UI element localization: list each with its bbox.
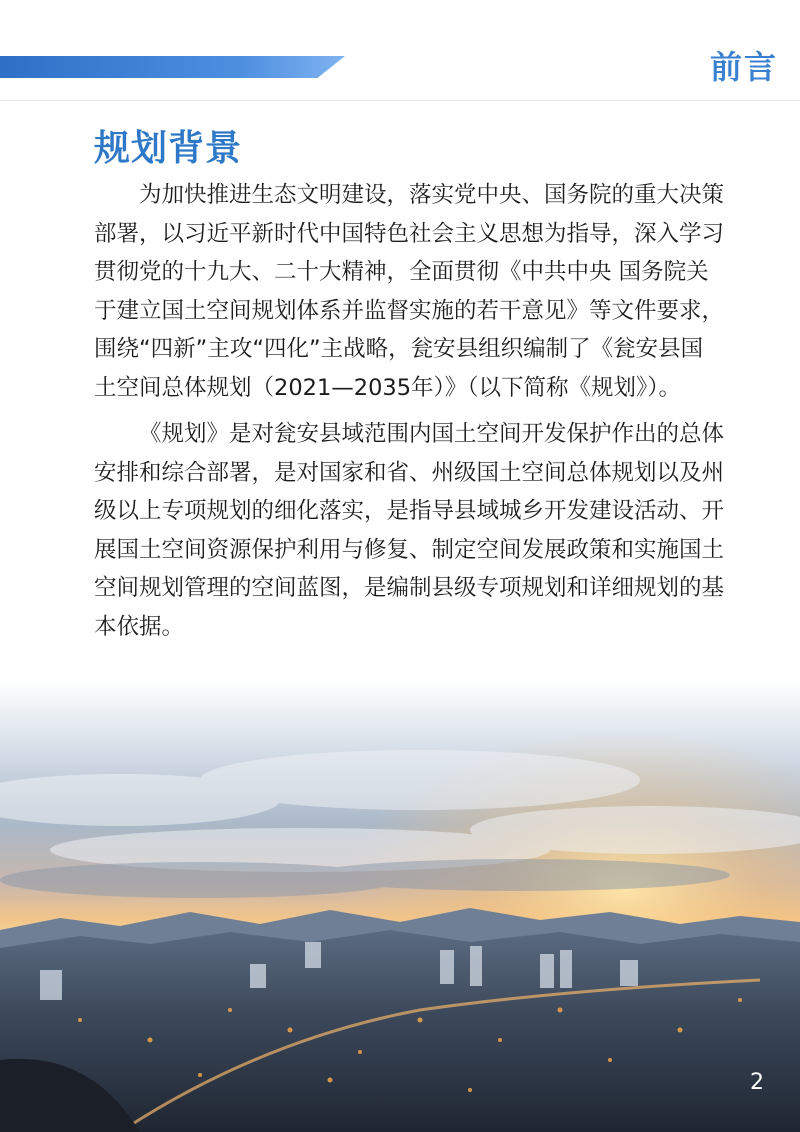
section-label: 前言 xyxy=(709,48,778,86)
body-text xyxy=(94,176,724,654)
page-number: 2 xyxy=(750,1070,764,1095)
paragraph-2: 《规划》是对瓮安县域范围内国土空间开发保护作出的总体安排和综合部署，是对国家和省、州级国土空间总体规划以及州级以上专项规划的细化落实，是指导县域城乡开发建设活动、开展国土空间资源保护利用与修复、制定空间发展政策和实施国土空间规划管理的空间蓝图，是编制县级专项规划和详细规划的基本依据。 xyxy=(94,421,725,640)
paragraph-1: 为加快推进生态文明建设，落实党中央、国务院的重大决策部署，以习近平新时代中国特色社会主义思想为指导，深入学习贯彻党的十九大、二十大精神，全面贯彻《中共中央 国务院关于建立国土空间规划体系并监督实施的若干意见》等文件要求，围绕“四新”主攻“四化”主战略，瓮安县组织编制了《瓮安县国土空间总体规划（2021—2035年）》（以下简称《规划》）。 xyxy=(94,182,725,401)
city-sunset-photo xyxy=(0,680,800,1132)
header-accent-band xyxy=(0,56,345,78)
header-divider xyxy=(0,100,800,101)
page-title: 规划背景 xyxy=(94,128,243,169)
